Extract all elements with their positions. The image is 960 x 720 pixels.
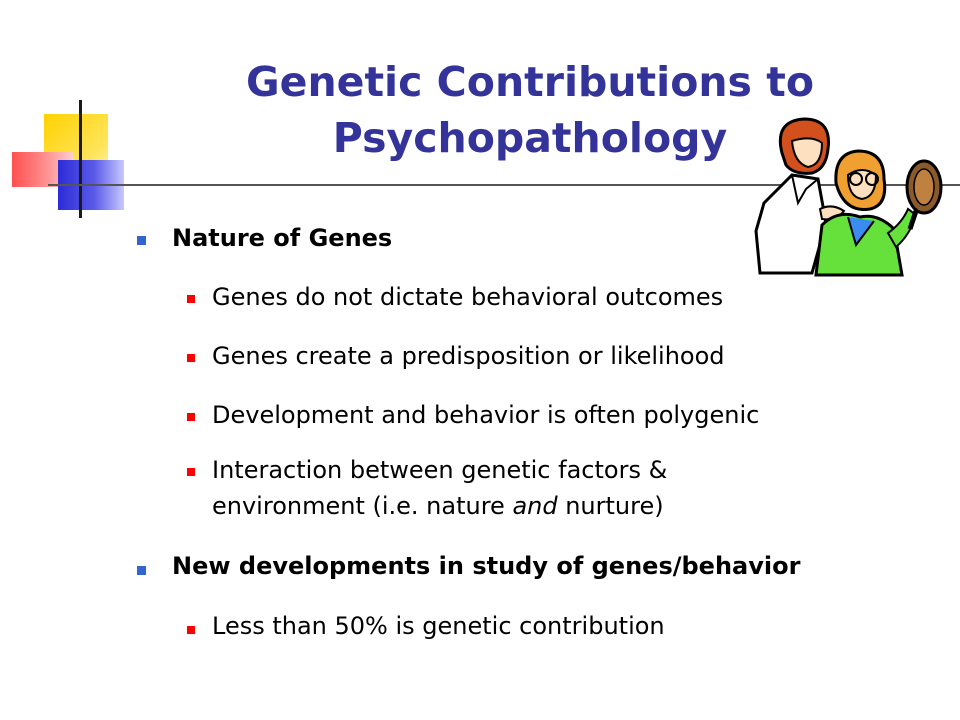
bullet-marker-level2	[187, 468, 195, 476]
bullet-new-developments: New developments in study of genes/behavior	[172, 552, 801, 580]
bullet-marker-level2	[187, 354, 195, 362]
bullet-marker-level2	[187, 626, 195, 634]
bullet-interaction-text-a: environment (i.e. nature	[212, 492, 513, 520]
slide-title-line2: Psychopathology	[332, 114, 728, 162]
bullet-less-than-50: Less than 50% is genetic contribution	[212, 612, 665, 640]
slide-title-line1: Genetic Contributions to	[246, 58, 814, 106]
bullet-nature-of-genes: Nature of Genes	[172, 224, 393, 252]
bullet-marker-level1	[137, 566, 146, 575]
bullet-interaction-text-b: nurture)	[557, 492, 664, 520]
bullet-marker-level2	[187, 295, 195, 303]
bullet-marker-level1	[137, 236, 146, 245]
bullet-predisposition: Genes create a predisposition or likelihood	[212, 342, 725, 370]
bullet-marker-level2	[187, 413, 195, 421]
bullet-polygenic: Development and behavior is often polygenic	[212, 401, 760, 429]
bullet-genes-dictate: Genes do not dictate behavioral outcomes	[212, 283, 724, 311]
bullet-interaction-line1: Interaction between genetic factors &	[212, 456, 668, 484]
bullet-interaction-italic: and	[512, 492, 558, 520]
two-women-mirror-clipart-icon	[752, 113, 960, 283]
bullet-interaction-line2	[212, 492, 664, 520]
